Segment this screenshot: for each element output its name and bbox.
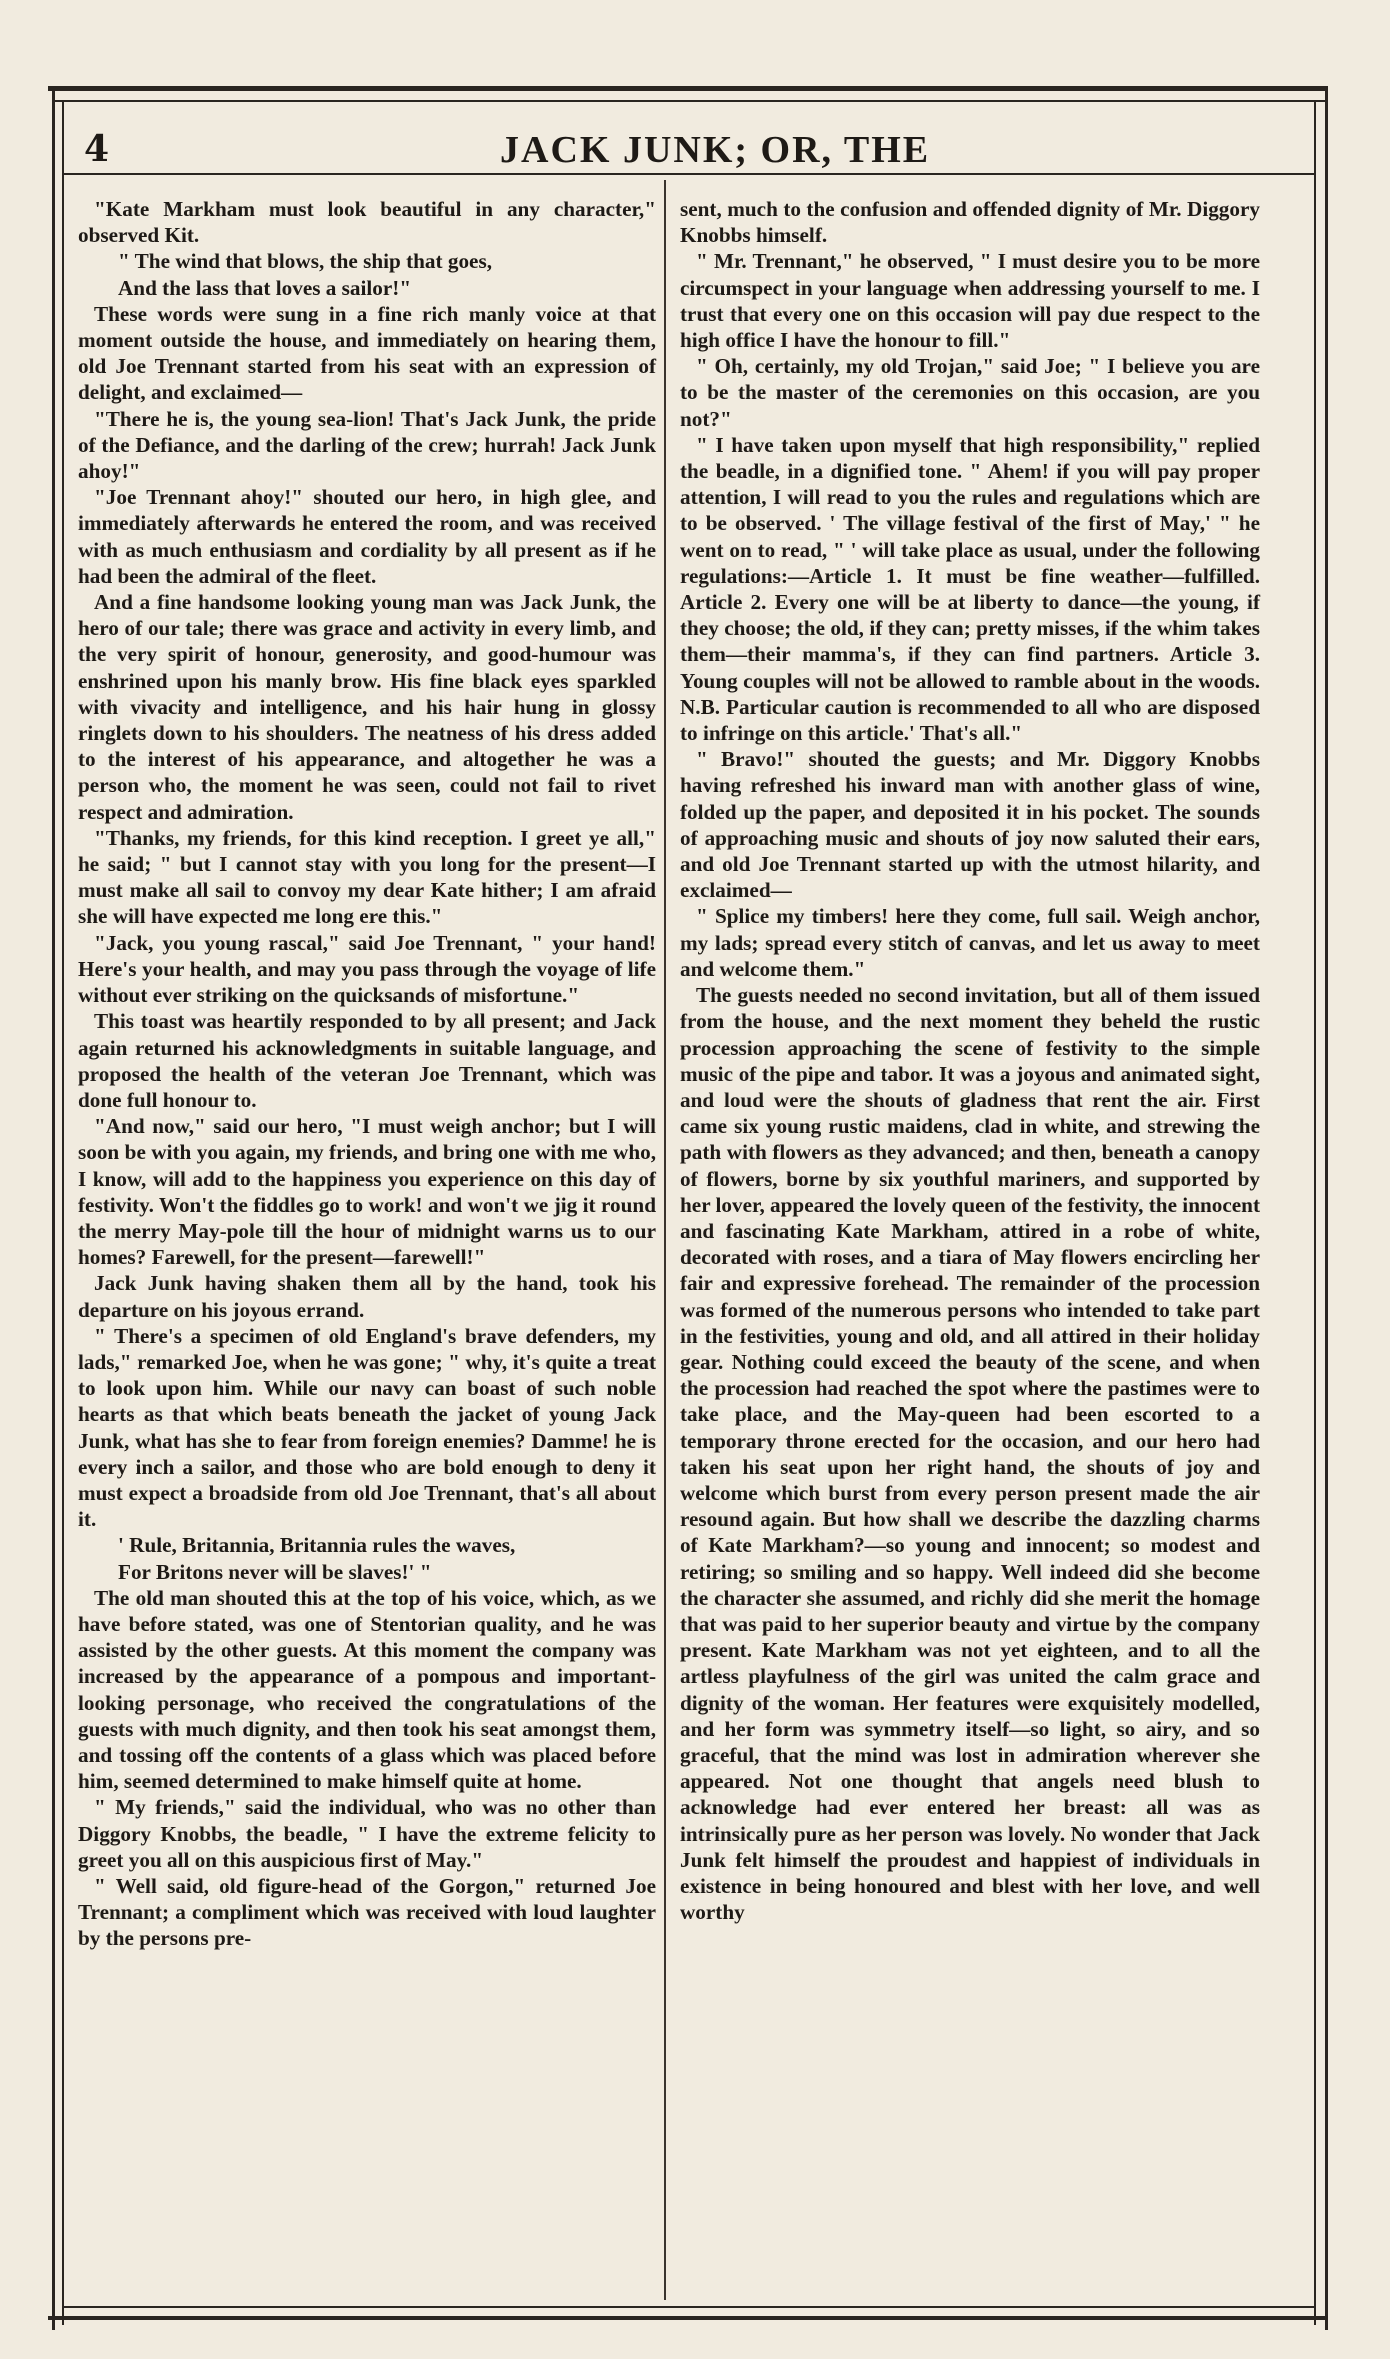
- paragraph: " Bravo!" shouted the guests; and Mr. Diggory Knobbs having refreshed his inward man with another glass of wine, folded up the paper, and deposited it in his pocket. The sounds of approaching music and shouts of joy now saluted their ears, and old Joe Trennant started up with the utmost hilarity, and exclaimed—: [680, 747, 1260, 903]
- paragraph: This toast was heartily responded to by all present; and Jack again returned his acknowledgments in suitable language, and proposed the health of the veteran Joe Trennant, which was done full honour to.: [78, 1009, 656, 1112]
- verse-line: ' Rule, Britannia, Britannia rules the waves,: [118, 1533, 516, 1558]
- top-border-rule: [48, 86, 1328, 91]
- header-rule: [64, 173, 1314, 175]
- running-head: JACK JUNK; OR, THE: [500, 129, 931, 171]
- paragraph: " There's a specimen of old England's brave defenders, my lads," remarked Joe, when he was gone; " why, it's quite a treat to look upon him. While our navy can boast of such noble hearts as that which beats beneath the jacket of young Jack Junk, what has she to fear from foreign enemies? Damme! he is every inch a sailor, and those who are bold enough to deny it must expect a broadside from old Joe Trennant, that's all about it.: [78, 1323, 656, 1532]
- paragraph: The guests needed no second invitation, but all of them issued from the house, and the next moment they beheld the rustic procession approaching the scene of festivity to the simple music of the pipe and tabor. It was a joyous and animated sight, and loud were the shouts of gladness that rent the air. First came six young rustic maidens, clad in white, and strewing the path with flowers as they advanced; and then, beneath a canopy of flowers, borne by six youthful mariners, and supported by her lover, appeared the lovely queen of the festivity, the innocent and fascinating Kate Markham, attired in a robe of white, decorated with roses, and a tiara of May flowers encircling her fair and expressive forehead. The remainder of the procession was formed of the numerous persons who intended to take part in the festivities, young and old, and all attired in their holiday gear. Nothing could exceed the beauty of the scene, and when the procession had reached the spot where the pastimes were to take place, and the May-queen had been escorted to a temporary throne erected for the occasion, and our hero had taken his seat upon her right hand, the shouts of joy and welcome which burst from every person present made the air resound again. But how shall we describe the dazzling charms of Kate Markham?—so young and innocent; so modest and retiring; so smiling and so happy. Well indeed did she become the character she assumed, and richly did she merit the homage that was paid to her superior beauty and virtue by the company present. Kate Markham was not yet eighteen, and to all the artless playfulness of the girl was united the calm grace and dignity of the woman. Her features were exquisitely modelled, and her form was symmetry itself—so light, so airy, and so graceful, that the mind was lost in admiration wherever she appeared. Not one thought that angels need blush to acknowledge had ever entered her breast: all was as intrinsically pure as her person was lovely. No wonder that Jack Junk felt himself the proudest and happiest of individuals in existence in being honoured and blest with her love, and well worthy: [680, 983, 1260, 1925]
- paragraph: " My friends," said the individual, who was no other than Diggory Knobbs, the beadle, " I have the extreme felicity to greet you all on this auspicious first of May.": [78, 1795, 656, 1872]
- verse-line: " The wind that blows, the ship that goes,: [118, 249, 492, 274]
- right-inner-rule: [1314, 100, 1316, 2325]
- left-column: [78, 196, 656, 1952]
- page-number: 4: [84, 128, 110, 170]
- top-inner-rule: [55, 100, 1325, 102]
- paragraph: " Well said, old figure-head of the Gorgon," returned Joe Trennant; a compliment which was received with loud laughter by the persons pre-: [78, 1874, 656, 1951]
- verse-line: And the lass that loves a sailor!": [118, 275, 412, 300]
- bottom-border-rule: [48, 2316, 1328, 2320]
- paragraph: Jack Junk having shaken them all by the hand, took his departure on his joyous errand.: [78, 1271, 656, 1322]
- paragraph: "Joe Trennant ahoy!" shouted our hero, in high glee, and immediately afterwards he entered the room, and was received with as much enthusiasm and cordiality by all present as if he had been the admiral of the fleet.: [78, 485, 656, 588]
- paragraph: "There he is, the young sea-lion! That's Jack Junk, the pride of the Defiance, and the darling of the crew; hurrah! Jack Junk ahoy!": [78, 406, 656, 484]
- paragraph: "And now," said our hero, "I must weigh anchor; but I will soon be with you again, my friends, and bring one with me who, I know, will add to the happiness you experience on this day of festivity. Won't the fiddles go to work! and won't we jig it round the merry May-pole till the hour of midnight warns us to our homes? Farewell, for the present—farewell!": [78, 1114, 656, 1270]
- paragraph: sent, much to the confusion and offended dignity of Mr. Diggory Knobbs himself.: [680, 197, 1260, 248]
- left-border-rule: [52, 90, 55, 2330]
- left-inner-rule: [62, 100, 64, 2325]
- right-column: [680, 196, 1260, 1925]
- paragraph: " I have taken upon myself that high responsibility," replied the beadle, in a dignified tone. " Ahem! if you will pay proper attention, I will read to you the rules and regulations which are to be observed. ' The village festival of the first of May,' " he went on to read, " ' will take place as usual, under the following regulations:—Article 1. It must be fine weather—fulfilled. Article 2. Every one will be at liberty to dance—the young, if they choose; the old, if they can; pretty misses, if the whim takes them—their mamma's, if they can find partners. Article 3. Young couples will not be allowed to ramble about in the woods. N.B. Particular caution is recommended to all who are disposed to infringe on this article.' That's all.": [680, 432, 1260, 746]
- column-divider: [664, 180, 666, 2300]
- paragraph: "Kate Markham must look beautiful in any character," observed Kit.: [78, 197, 656, 248]
- paragraph: "Thanks, my friends, for this kind reception. I greet ye all," he said; " but I cannot stay with you long for the present—I must make all sail to convoy my dear Kate hither; I am afraid she will have expected me long ere this.": [78, 825, 656, 929]
- right-border-rule: [1325, 90, 1328, 2330]
- paragraph: " Oh, certainly, my old Trojan," said Joe; " I believe you are to be the master of the ceremonies on this occasion, are you not?": [680, 354, 1260, 431]
- paragraph: These words were sung in a fine rich manly voice at that moment outside the house, and immediately on hearing them, old Joe Trennant started from his seat with an expression of delight, and exclaimed—: [78, 301, 656, 405]
- paragraph: "Jack, you young rascal," said Joe Trennant, " your hand! Here's your health, and may you pass through the voyage of life without ever striking on the quicksands of misfortune.": [78, 930, 656, 1008]
- paragraph: " Mr. Trennant," he observed, " I must desire you to be more circumspect in your language when addressing yourself to me. I trust that every one on this occasion will pay due respect to the high office I have the honour to fill.": [680, 249, 1260, 353]
- paragraph: The old man shouted this at the top of his voice, which, as we have before stated, was one of Stentorian quality, and he was assisted by the other guests. At this moment the company was increased by the appearance of a pompous and important-looking personage, who received the congratulations of the guests with much dignity, and then took his seat amongst them, and tossing off the contents of a glass which was placed before him, seemed determined to make himself quite at home.: [78, 1585, 656, 1794]
- paragraph: And a fine handsome looking young man was Jack Junk, the hero of our tale; there was grace and activity in every limb, and the very spirit of honour, generosity, and good-humour was enshrined upon his manly brow. His fine black eyes sparkled with vivacity and intelligence, and his hair hung in glossy ringlets down to his shoulders. The neatness of his dress added to the interest of his appearance, and altogether he was a person who, the moment he was seen, could not fail to rivet respect and admiration.: [78, 590, 656, 824]
- paragraph: " Splice my timbers! here they come, full sail. Weigh anchor, my lads; spread every stitch of canvas, and let us away to meet and welcome them.": [680, 904, 1260, 981]
- verse-line: For Britons never will be slaves!' ": [118, 1559, 432, 1584]
- bottom-inner-rule: [62, 2306, 1316, 2308]
